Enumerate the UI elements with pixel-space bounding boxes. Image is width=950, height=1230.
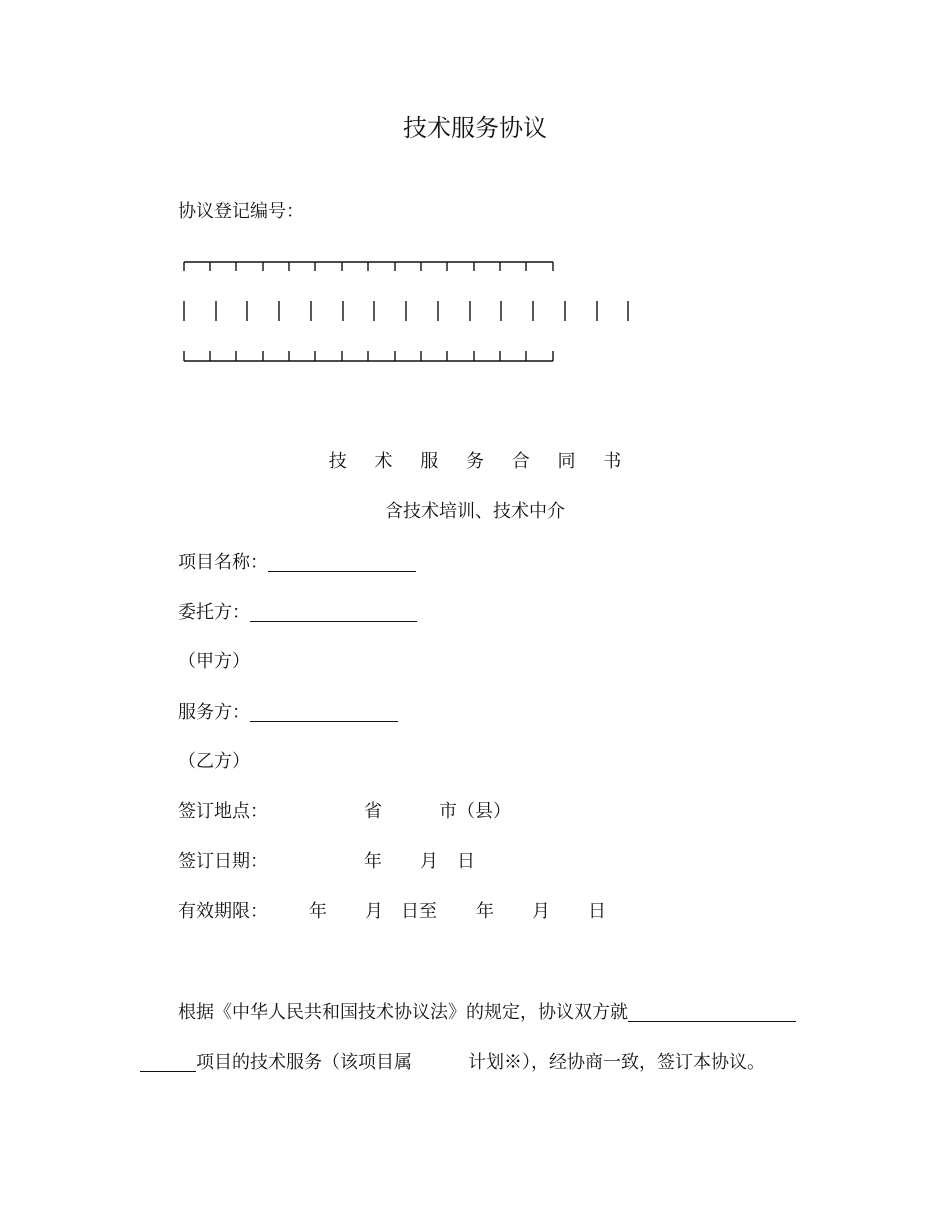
page-title: 技术服务协议 (403, 114, 547, 142)
provider-row (178, 703, 398, 722)
contract-title-char: 务 (466, 451, 484, 472)
body-project-blank (628, 1003, 796, 1022)
contract-subtitle: 含技术培训、技术中介 (385, 501, 565, 522)
validity-end-year: 年 (476, 901, 494, 922)
body-project-blank-cont (140, 1053, 196, 1072)
body-line-1 (178, 1003, 796, 1022)
contract-title (0, 453, 950, 471)
client-row (178, 603, 417, 622)
provider-blank (250, 703, 398, 722)
province-label: 省 (364, 801, 382, 822)
validity-start-year: 年 (309, 901, 327, 922)
contract-title-char: 书 (603, 451, 622, 472)
project-name-label: 项目名称： (178, 552, 268, 573)
city-county-label: 市（县） (439, 801, 511, 822)
body-line-2-text-a: 项目的技术服务（该项目属 (196, 1052, 412, 1073)
validity-label: 有效期限： (178, 901, 268, 922)
contract-title-char: 合 (511, 451, 530, 472)
sign-date-day: 日 (457, 851, 475, 872)
validity-end-day: 日 (588, 901, 606, 922)
party-b-label: （乙方） (178, 751, 250, 772)
validity-end-month: 月 (532, 901, 550, 922)
sign-date-month: 月 (420, 851, 438, 872)
party-a-label: （甲方） (178, 651, 250, 672)
project-name-blank (268, 553, 416, 572)
contract-title-char: 服 (420, 451, 439, 472)
contract-title-char: 同 (557, 451, 576, 472)
client-label: 委托方： (178, 602, 250, 623)
sign-date-year: 年 (364, 851, 382, 872)
registration-number-label: 协议登记编号： (178, 201, 304, 222)
sign-place-label: 签订地点： (178, 801, 268, 822)
client-blank (250, 603, 417, 622)
body-line-1-text: 根据《中华人民共和国技术协议法》的规定，协议双方就 (178, 1002, 628, 1023)
provider-label: 服务方： (178, 702, 250, 723)
body-line-2 (140, 1053, 765, 1072)
validity-start-month: 月 (365, 901, 383, 922)
body-line-2-text-b: 计划※），经协商一致，签订本协议。 (468, 1052, 765, 1073)
contract-title-char: 术 (374, 451, 393, 472)
validity-day-to: 日至 (401, 901, 437, 922)
contract-title-char: 技 (328, 451, 347, 472)
project-name-row (178, 553, 416, 572)
registration-number-grid (178, 255, 638, 363)
sign-date-label: 签订日期： (178, 851, 268, 872)
